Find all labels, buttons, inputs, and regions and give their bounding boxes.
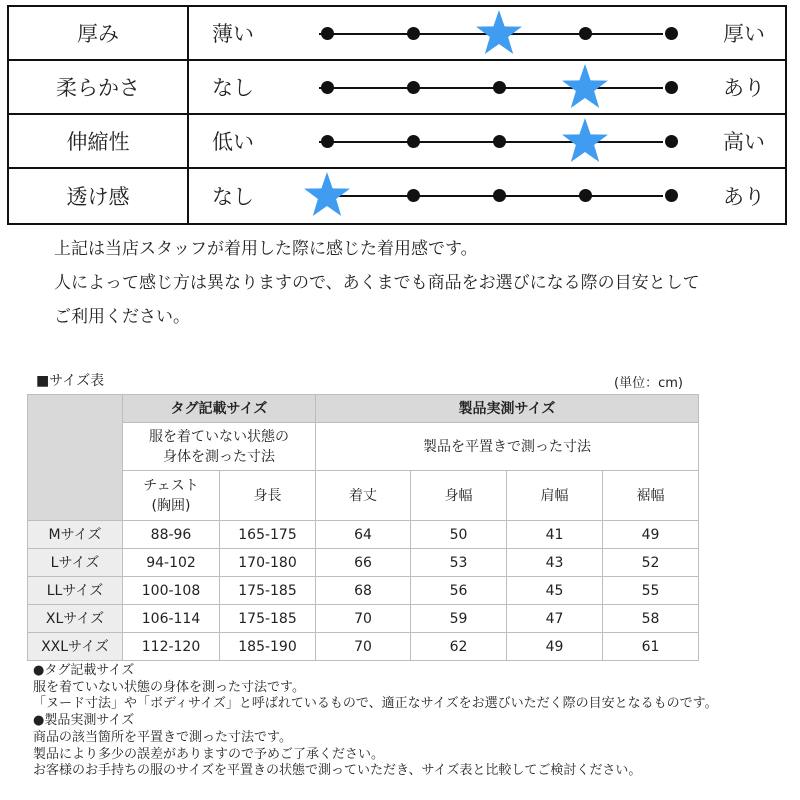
star-icon — [474, 8, 524, 58]
star-icon — [560, 62, 610, 112]
size-table-title: ■サイズ表 — [36, 373, 105, 389]
col-chest-line: チェスト — [143, 477, 199, 494]
cell-height: 175-185 — [220, 605, 316, 633]
cell-length: 70 — [316, 605, 411, 633]
size-label: XLサイズ — [28, 605, 123, 633]
feel-high-label: 高い — [723, 130, 765, 154]
note-line: 人によって感じ方は異なりますので、あくまでも商品をお選びになる際の目安として — [54, 273, 700, 293]
scale-dot — [493, 189, 506, 202]
feel-scale — [299, 169, 699, 223]
feel-scale — [299, 115, 699, 169]
feel-low-label: なし — [212, 185, 254, 209]
scale-dot — [579, 27, 592, 40]
scale-line — [319, 141, 663, 143]
footnote-heading: ●製品実測サイズ — [33, 713, 135, 729]
cell-height: 185-190 — [220, 633, 316, 661]
scale-line — [319, 87, 663, 89]
size-label: XXLサイズ — [28, 633, 123, 661]
cell-length: 70 — [316, 633, 411, 661]
col-chest — [123, 471, 220, 521]
note-line: 上記は当店スタッフが着用した際に感じた着用感です。 — [54, 239, 478, 259]
scale-dot — [407, 189, 420, 202]
feel-row-stretch — [9, 115, 785, 169]
feel-scale — [299, 7, 699, 61]
col-hem: 裾幅 — [603, 471, 699, 521]
size-label: Mサイズ — [28, 521, 123, 549]
size-label: Lサイズ — [28, 549, 123, 577]
feel-high-label: あり — [723, 76, 765, 100]
actual-size-header: 製品実測サイズ — [316, 395, 699, 423]
scale-dot — [407, 81, 420, 94]
scale-dot — [665, 189, 678, 202]
scale-line — [319, 195, 663, 197]
feel-low-label: 薄い — [212, 22, 254, 46]
col-chest-line: (胸囲) — [151, 497, 191, 514]
scale-dot — [665, 81, 678, 94]
scale-dot — [407, 135, 420, 148]
cell-shoulder: 43 — [507, 549, 603, 577]
cell-height: 165-175 — [220, 521, 316, 549]
table-row — [28, 577, 699, 605]
cell-hem: 58 — [603, 605, 699, 633]
feel-label: 伸縮性 — [9, 115, 189, 167]
feel-high-label: あり — [723, 185, 765, 209]
scale-dot — [321, 135, 334, 148]
table-row — [28, 633, 699, 661]
star-icon — [560, 116, 610, 166]
size-table — [27, 394, 699, 661]
cell-chest: 112-120 — [123, 633, 220, 661]
feel-scale — [299, 61, 699, 115]
feel-high-label: 厚い — [723, 22, 765, 46]
cell-shoulder: 45 — [507, 577, 603, 605]
feel-low-label: なし — [212, 76, 254, 100]
feel-row-sheerness — [9, 169, 785, 223]
feel-row-softness — [9, 61, 785, 115]
star-icon — [302, 170, 352, 220]
note-line: ご利用ください。 — [54, 307, 190, 327]
cell-length: 64 — [316, 521, 411, 549]
tag-desc-line: 身体を測った寸法 — [163, 448, 275, 465]
scale-dot — [493, 135, 506, 148]
feel-table — [7, 5, 787, 225]
feel-note — [54, 232, 700, 334]
scale-dot — [407, 27, 420, 40]
footnote-line: 製品により多少の誤差がありますので予めご了承ください。 — [33, 746, 385, 762]
cell-height: 175-185 — [220, 577, 316, 605]
cell-hem: 55 — [603, 577, 699, 605]
footnotes — [33, 663, 718, 780]
feel-label: 柔らかさ — [9, 61, 189, 113]
feel-label: 透け感 — [9, 169, 189, 223]
feel-low-label: 低い — [212, 130, 254, 154]
feel-row-thickness — [9, 7, 785, 61]
col-height: 身長 — [220, 471, 316, 521]
actual-size-description: 製品を平置きで測った寸法 — [316, 423, 699, 471]
cell-chest: 106-114 — [123, 605, 220, 633]
size-label: LLサイズ — [28, 577, 123, 605]
cell-width: 62 — [411, 633, 507, 661]
cell-length: 68 — [316, 577, 411, 605]
footnote-line: お客様のお手持ちの服のサイズを平置きの状態で測っていただき、サイズ表と比較してご検討ください。 — [33, 763, 642, 779]
footnote-line: 商品の該当箇所を平置きで測った寸法です。 — [33, 729, 292, 745]
size-table-wrap — [27, 394, 699, 661]
cell-height: 170-180 — [220, 549, 316, 577]
footnote-heading: ●タグ記載サイズ — [33, 663, 135, 678]
col-width: 身幅 — [411, 471, 507, 521]
cell-hem: 49 — [603, 521, 699, 549]
tag-desc-line: 服を着ていない状態の — [149, 428, 289, 445]
col-length: 着丈 — [316, 471, 411, 521]
col-shoulder: 肩幅 — [507, 471, 603, 521]
scale-dot — [665, 27, 678, 40]
cell-shoulder: 49 — [507, 633, 603, 661]
size-corner-cell — [28, 395, 123, 521]
tag-size-description — [123, 423, 316, 471]
scale-dot — [579, 189, 592, 202]
cell-width: 53 — [411, 549, 507, 577]
cell-shoulder: 47 — [507, 605, 603, 633]
unit-label: (単位：cm) — [614, 376, 683, 391]
cell-shoulder: 41 — [507, 521, 603, 549]
cell-chest: 94-102 — [123, 549, 220, 577]
scale-dot — [321, 81, 334, 94]
scale-dot — [321, 27, 334, 40]
table-row — [28, 521, 699, 549]
table-row — [28, 549, 699, 577]
tag-size-header: タグ記載サイズ — [123, 395, 316, 423]
cell-chest: 88-96 — [123, 521, 220, 549]
table-row — [28, 605, 699, 633]
cell-chest: 100-108 — [123, 577, 220, 605]
cell-width: 50 — [411, 521, 507, 549]
cell-length: 66 — [316, 549, 411, 577]
feel-label: 厚み — [9, 7, 189, 59]
cell-width: 59 — [411, 605, 507, 633]
footnote-line: 服を着ていない状態の身体を測った寸法です。 — [33, 679, 305, 695]
cell-hem: 61 — [603, 633, 699, 661]
scale-dot — [665, 135, 678, 148]
scale-dot — [493, 81, 506, 94]
footnote-line: 「ヌード寸法」や「ボディサイズ」と呼ばれているもので、適正なサイズをお選びいただく際の目安となるものです。 — [33, 696, 718, 712]
cell-width: 56 — [411, 577, 507, 605]
cell-hem: 52 — [603, 549, 699, 577]
